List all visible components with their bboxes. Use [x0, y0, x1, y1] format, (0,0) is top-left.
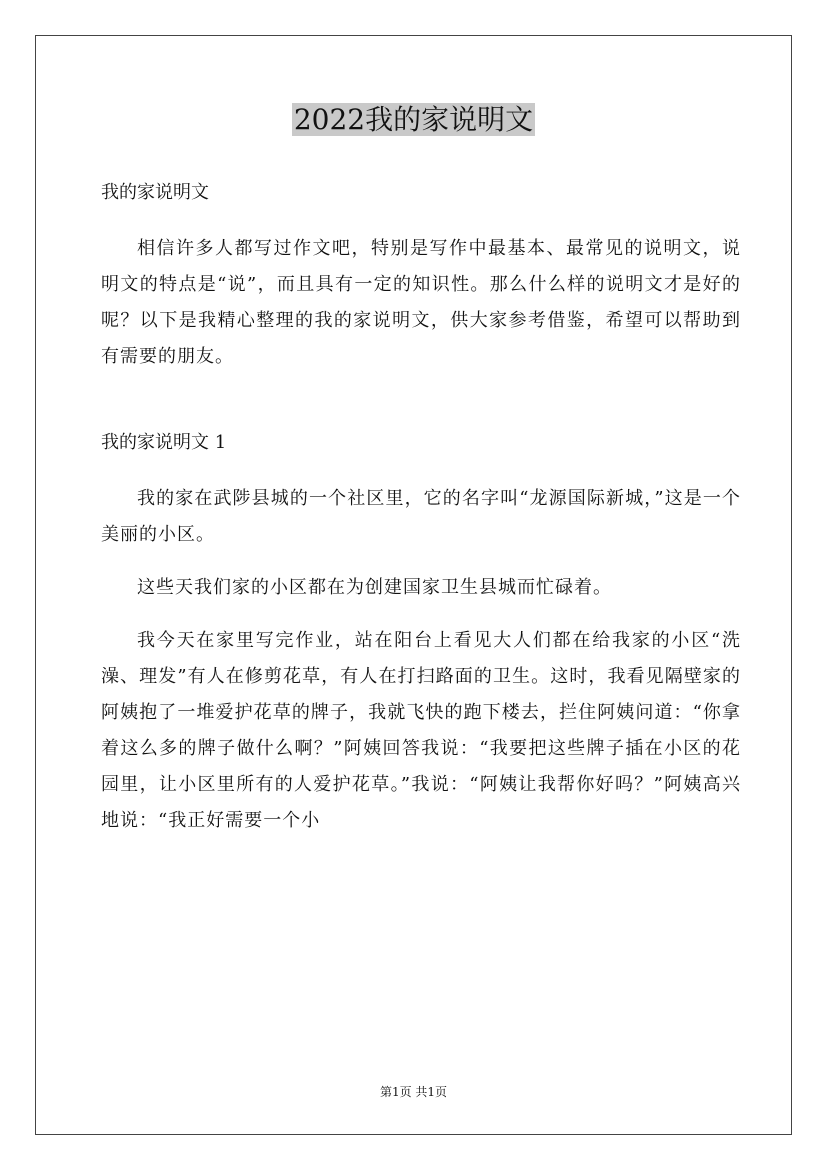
section-1-paragraph-3: 我今天在家里写完作业，站在阳台上看见大人们都在给我家的小区“洗澡、理发”有人在修剪花草，有人在打扫路面的卫生。这时，我看见隔壁家的阿姨抱了一堆爱护花草的牌子，我就飞快的跑下楼去，拦住阿姨问道：“你拿着这么多的牌子做什么啊？”阿姨回答我说：“我要把这些牌子插在小区的花园里，让小区里所有的人爱护花草。”我说：“阿姨让我帮你好吗？”阿姨高兴地说：“我正好需要一个小 — [101, 630, 741, 831]
document-body — [101, 175, 741, 839]
section-heading-1: 我的家说明文 1 — [101, 432, 227, 453]
section-gap — [101, 375, 741, 425]
section-heading-intro: 我的家说明文 — [101, 182, 209, 203]
document-title-text: 2022我的家说明文 — [293, 103, 534, 136]
intro-paragraph: 相信许多人都写过作文吧，特别是写作中最基本、最常见的说明文，说明文的特点是“说”，而且具有一定的知识性。那么什么样的说明文才是好的呢？以下是我精心整理的我的家说明文，供大家参考借鉴，希望可以帮助到有需要的朋友。 — [101, 238, 741, 367]
document-title — [0, 100, 827, 140]
page-footer: 第1页 共1页 — [379, 1085, 448, 1099]
section-1-paragraph-2: 这些天我们家的小区都在为创建国家卫生县城而忙碌着。 — [137, 577, 612, 598]
section-1-paragraph-1: 我的家在武陟县城的一个社区里，它的名字叫“龙源国际新城，”这是一个美丽的小区。 — [101, 488, 741, 545]
